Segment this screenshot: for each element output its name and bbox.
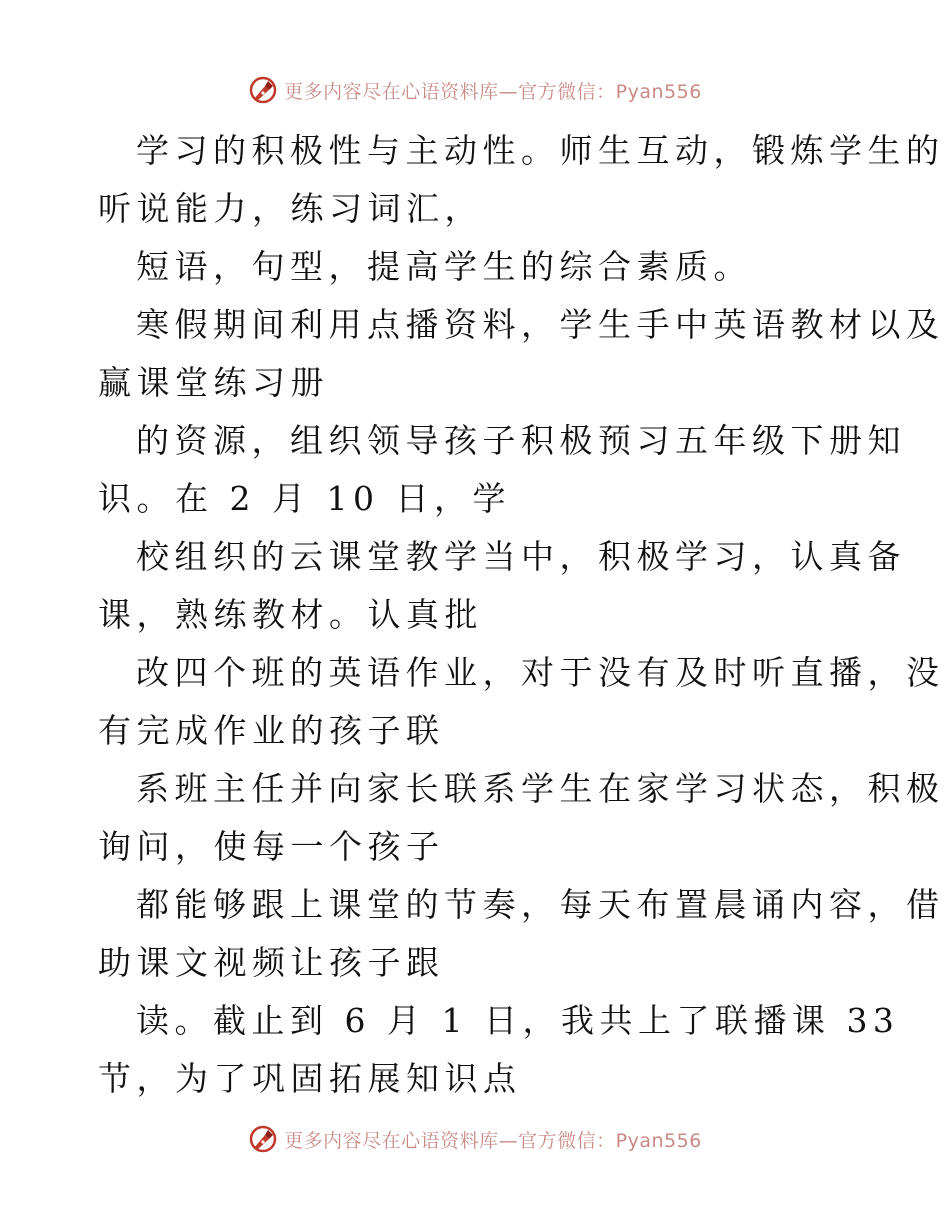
paragraph-line: 的资源，组织领导孩子积极预习五年级下册知 <box>136 421 906 460</box>
paragraph-line: 助课文视频让孩子跟 <box>98 943 445 982</box>
paragraph-line: 寒假期间利用点播资料，学生手中英语教材以及 <box>136 305 945 344</box>
paragraph-line: 系班主任并向家长联系学生在家学习状态，积极 <box>136 769 945 808</box>
watermark-text: 更多内容尽在心语资料库—官方微信：Pyan556 <box>284 1129 702 1152</box>
paragraph-line: 赢课堂练习册 <box>98 363 329 402</box>
header-watermark <box>0 73 950 107</box>
pen-nib-logo-icon <box>248 1124 278 1154</box>
paragraph-line: 读。截止到 6 月 1 日，我共上了联播课 33 <box>136 1001 900 1040</box>
paragraph-line: 学习的积极性与主动性。师生互动，锻炼学生的 <box>136 131 945 170</box>
paragraph-line: 听说能力，练习词汇， <box>98 189 483 228</box>
footer-watermark <box>0 1122 950 1156</box>
paragraph-line: 都能够跟上课堂的节奏，每天布置晨诵内容，借 <box>136 885 945 924</box>
paragraph-line: 校组织的云课堂教学当中，积极学习，认真备 <box>136 537 906 576</box>
paragraph-line: 询问，使每一个孩子 <box>98 827 445 866</box>
paragraph-line: 短语，句型，提高学生的综合素质。 <box>136 247 752 286</box>
paragraph-line: 识。在 2 月 10 日，学 <box>98 479 511 518</box>
paragraph-line: 改四个班的英语作业，对于没有及时听直播，没 <box>136 653 945 692</box>
paragraph-line: 课，熟练教材。认真批 <box>98 595 483 634</box>
pen-nib-logo-icon <box>248 75 278 105</box>
paragraph-line: 有完成作业的孩子联 <box>98 711 445 750</box>
document-body <box>98 122 945 1108</box>
watermark-text: 更多内容尽在心语资料库—官方微信：Pyan556 <box>284 80 702 103</box>
paragraph-line: 节，为了巩固拓展知识点 <box>98 1059 522 1098</box>
